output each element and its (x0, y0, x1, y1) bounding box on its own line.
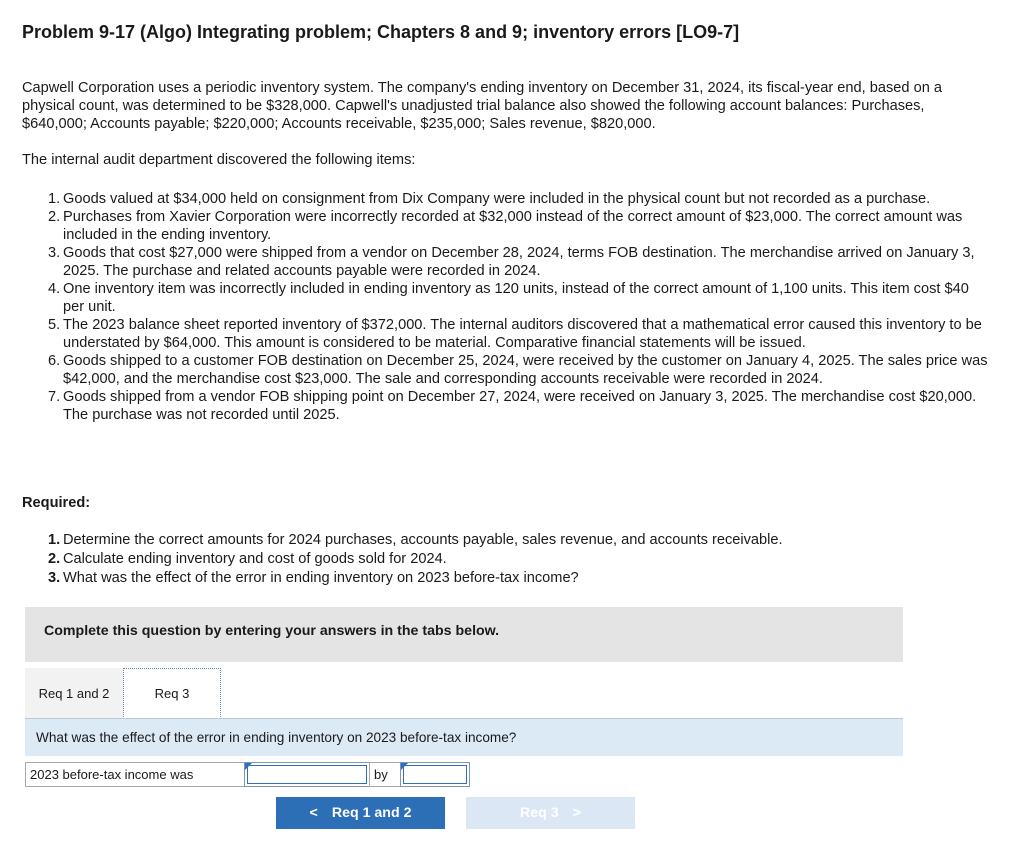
effect-direction-value[interactable] (247, 765, 367, 784)
instruction-banner (25, 607, 903, 662)
page-title: Problem 9-17 (Algo) Integrating problem; Chapters 8 and 9; inventory errors [LO9-7] (22, 22, 740, 42)
list-item: 7. Goods shipped from a vendor FOB shipping point on December 27, 2024, were received on January 3, 2025. The merchandise cost $20,000. The purchase was not recorded until 2025. (48, 389, 977, 423)
question-text: What was the effect of the error in ending inventory on 2023 before-tax income? (36, 730, 517, 745)
list-item: 1. Goods valued at $34,000 held on consignment from Dix Company were included in the physical count but not recorded as a purchase. (48, 191, 931, 207)
effect-amount-value[interactable] (403, 765, 467, 784)
next-req-button (466, 797, 635, 829)
audit-lead-text: The internal audit department discovered the following items: (22, 152, 416, 168)
dropdown-indicator-icon (245, 763, 252, 770)
chevron-left-icon: < (309, 805, 318, 821)
list-item: 5. The 2023 balance sheet reported inventory of $372,000. The internal auditors discovered that a mathematical error caused this inventory to be understated by $64,000. This amount is considered to be material. Comparative financial statements will be issued. (48, 317, 982, 351)
instruction-banner-text: Complete this question by entering your answers in the tabs below. (44, 623, 500, 639)
next-req-label: Req 3 (520, 805, 559, 821)
list-item: 3. Goods that cost $27,000 were shipped from a vendor on December 28, 2024, terms FOB destination. The merchandise arrived on January 3, 2025. The purchase and related accounts payable were recorded in 2024. (48, 245, 975, 279)
answer-label: 2023 before-tax income was (25, 762, 245, 787)
by-label: by (369, 762, 401, 787)
list-item: 2. Purchases from Xavier Corporation were incorrectly recorded at $32,000 instead of the correct amount of $23,000. The correct amount was included in the ending inventory. (48, 209, 963, 243)
effect-amount-select[interactable] (400, 762, 470, 787)
list-item: 6. Goods shipped to a customer FOB destination on December 25, 2024, were received by the customer on January 4, 2025. The sales price was $42,000, and the merchandise cost $23,000. The sale and corresponding accounts receivable were recorded in 2024. (48, 353, 988, 387)
question-bar (25, 719, 903, 756)
intro-paragraph: Capwell Corporation uses a periodic inventory system. The company's ending inventory on December 31, 2024, its fiscal-year end, based on a physical count, was determined to be $328,000. Capwell's unadjusted trial balance also showed the following account balances: Purchases, $640,000; Accounts payable; $220,000; Accounts receivable, $235,000; Sales revenue, $820,000. (22, 80, 942, 132)
prev-req-button[interactable] (276, 797, 445, 829)
tab-req-3[interactable]: Req 3 (123, 668, 221, 719)
list-item: 2. Calculate ending inventory and cost of goods sold for 2024. (48, 551, 447, 567)
audit-items-list (48, 190, 993, 424)
list-item: 4. One inventory item was incorrectly included in ending inventory as 120 units, instead of the correct amount of 1,100 units. This item cost $40 per unit. (48, 281, 969, 315)
tab-req-1-and-2[interactable]: Req 1 and 2 (25, 668, 123, 719)
effect-direction-select[interactable] (244, 762, 370, 787)
prev-req-label: Req 1 and 2 (331, 805, 412, 821)
dropdown-indicator-icon (401, 763, 408, 770)
list-item: 1. Determine the correct amounts for 2024 purchases, accounts payable, sales revenue, and accounts receivable. (48, 532, 783, 548)
tab-bar (25, 668, 903, 719)
requirements-list (48, 531, 948, 588)
required-heading: Required: (22, 495, 91, 511)
chevron-right-icon: > (572, 805, 581, 821)
list-item: 3. What was the effect of the error in ending inventory on 2023 before-tax income? (48, 570, 579, 586)
